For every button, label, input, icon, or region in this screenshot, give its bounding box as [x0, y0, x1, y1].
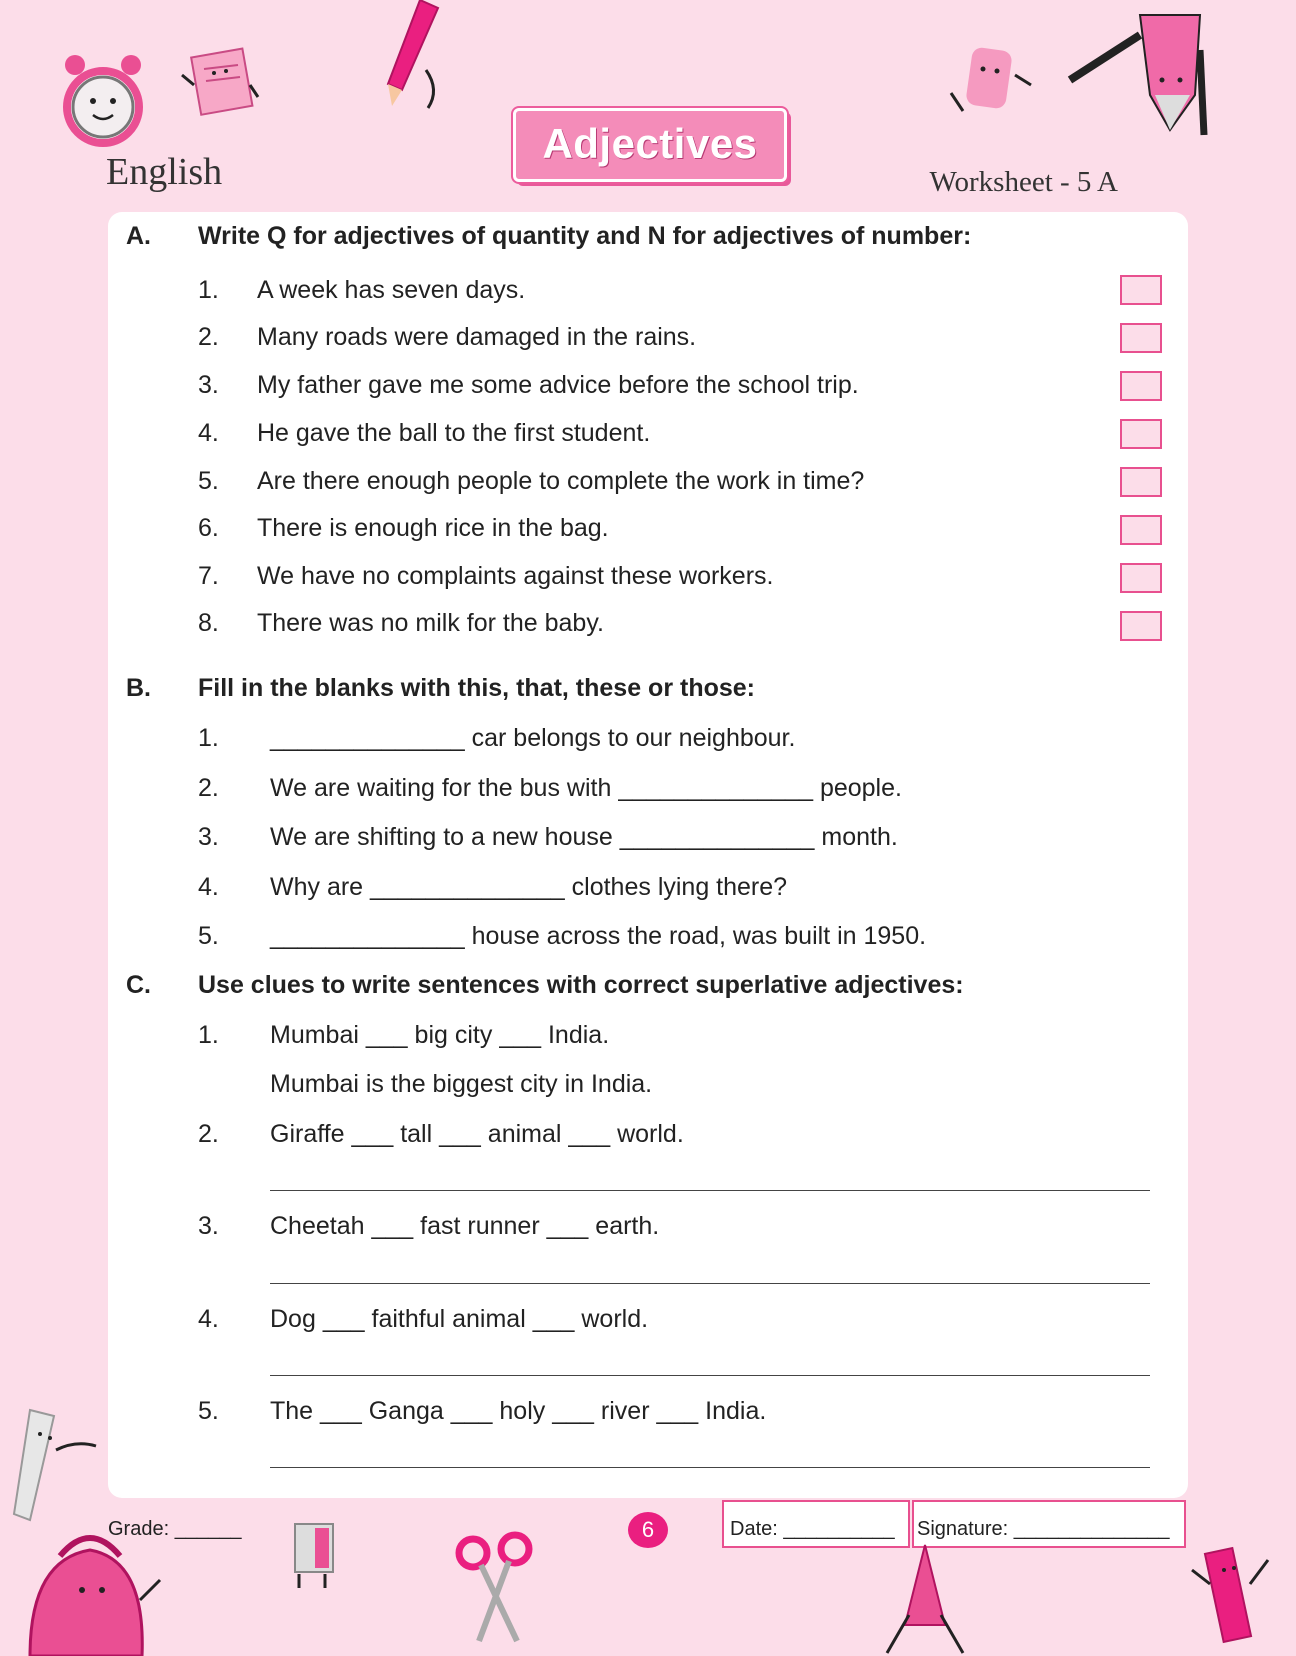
- answer-box[interactable]: [1120, 371, 1162, 401]
- b-item-sentence: [270, 724, 795, 753]
- ruler-icon: [10, 1410, 100, 1530]
- a-item-number: 8.: [198, 609, 219, 637]
- section-a-letter: A.: [126, 222, 151, 250]
- c-example-answer: Mumbai is the biggest city in India.: [270, 1070, 653, 1098]
- c-item-clue: Mumbai ___ big city ___ India.: [270, 1021, 610, 1049]
- subject-label: English: [106, 151, 223, 193]
- b-item-sentence: [270, 774, 902, 803]
- grade-label: Grade:: [108, 1518, 170, 1540]
- answer-box[interactable]: [1120, 419, 1162, 449]
- b-item-sentence: [270, 823, 898, 852]
- c-item-clue: Dog ___ faithful animal ___ world.: [270, 1305, 649, 1333]
- a-item-number: 5.: [198, 467, 219, 495]
- c-item-clue: Cheetah ___ fast runner ___ earth.: [270, 1212, 660, 1240]
- date-blank[interactable]: __________: [783, 1518, 895, 1540]
- c-item-clue: The ___ Ganga ___ holy ___ river ___ India.: [270, 1397, 767, 1425]
- c-item-number: 1.: [198, 1021, 219, 1049]
- a-item-number: 1.: [198, 276, 219, 304]
- b-item-after: month.: [821, 823, 898, 851]
- b-item-sentence: [270, 873, 787, 902]
- sharpener-icon: [285, 1520, 345, 1590]
- a-item-text: There was no milk for the baby.: [257, 609, 604, 637]
- a-item-number: 6.: [198, 514, 219, 542]
- b-item-before: Why are: [270, 873, 364, 901]
- scissors-icon: [455, 1535, 535, 1645]
- fill-blank[interactable]: ______________: [370, 873, 565, 901]
- a-item-text: He gave the ball to the first student.: [257, 419, 651, 447]
- fill-blank[interactable]: ______________: [619, 823, 815, 851]
- section-c-letter: C.: [126, 971, 151, 999]
- section-b-letter: B.: [126, 674, 151, 702]
- backpack-icon: [20, 1520, 150, 1656]
- b-item-sentence: [270, 922, 926, 951]
- answer-box[interactable]: [1120, 323, 1162, 353]
- answer-box[interactable]: [1120, 467, 1162, 497]
- date-label: Date:: [730, 1518, 778, 1540]
- b-item-number: 4.: [198, 873, 219, 901]
- a-item-number: 2.: [198, 323, 219, 351]
- signature-label: Signature:: [917, 1518, 1009, 1540]
- date-field[interactable]: [730, 1518, 895, 1541]
- b-item-after: people.: [819, 774, 902, 802]
- a-item-number: 7.: [198, 562, 219, 590]
- a-item-number: 4.: [198, 419, 219, 447]
- signature-blank[interactable]: ______________: [1013, 1518, 1170, 1540]
- crayon-icon: [1070, 10, 1220, 140]
- b-item-before: We are shifting to a new house: [270, 823, 613, 851]
- pencil-icon: [380, 0, 450, 110]
- a-item-text: A week has seven days.: [257, 276, 526, 304]
- c-item-clue: Giraffe ___ tall ___ animal ___ world.: [270, 1120, 684, 1148]
- answer-line[interactable]: [270, 1375, 1150, 1376]
- eraser-icon: [945, 45, 1035, 125]
- a-item-text: My father gave me some advice before the school trip.: [257, 371, 859, 399]
- c-item-number: 4.: [198, 1305, 219, 1333]
- alarm-clock-icon: [55, 45, 155, 155]
- worksheet-number: Worksheet - 5 A: [929, 166, 1118, 198]
- fill-blank[interactable]: ______________: [618, 774, 813, 802]
- section-a-instruction: Write Q for adjectives of quantity and N for adjectives of number:: [198, 222, 972, 250]
- a-item-text: There is enough rice in the bag.: [257, 514, 609, 542]
- grade-blank[interactable]: ______: [174, 1518, 242, 1540]
- crayon-character-icon: [885, 1545, 965, 1656]
- answer-line[interactable]: [270, 1467, 1150, 1468]
- a-item-number: 3.: [198, 371, 219, 399]
- answer-line[interactable]: [270, 1190, 1150, 1191]
- section-b-instruction: Fill in the blanks with this, that, these or those:: [198, 674, 755, 702]
- c-item-number: 2.: [198, 1120, 219, 1148]
- pencil-character-icon: [1190, 1540, 1270, 1656]
- fill-blank[interactable]: ______________: [270, 922, 465, 950]
- answer-box[interactable]: [1120, 611, 1162, 641]
- answer-box[interactable]: [1120, 563, 1162, 593]
- a-item-text: Are there enough people to complete the work in time?: [257, 467, 865, 495]
- b-item-after: house across the road, was built in 1950.: [471, 922, 927, 950]
- answer-box[interactable]: [1120, 275, 1162, 305]
- notepad-icon: [180, 45, 260, 125]
- page-title: Adjectives: [513, 108, 787, 182]
- b-item-after: car belongs to our neighbour.: [471, 724, 796, 752]
- b-item-number: 5.: [198, 922, 219, 950]
- section-c-instruction: Use clues to write sentences with correct superlative adjectives:: [198, 971, 964, 999]
- page-number: 6: [628, 1512, 668, 1548]
- b-item-number: 2.: [198, 774, 219, 802]
- b-item-before: We are waiting for the bus with: [270, 774, 612, 802]
- b-item-number: 3.: [198, 823, 219, 851]
- fill-blank[interactable]: ______________: [270, 724, 465, 752]
- c-item-number: 5.: [198, 1397, 219, 1425]
- b-item-number: 1.: [198, 724, 219, 752]
- answer-line[interactable]: [270, 1283, 1150, 1284]
- c-item-number: 3.: [198, 1212, 219, 1240]
- b-item-after: clothes lying there?: [571, 873, 788, 901]
- answer-box[interactable]: [1120, 515, 1162, 545]
- a-item-text: Many roads were damaged in the rains.: [257, 323, 697, 351]
- a-item-text: We have no complaints against these workers.: [257, 562, 774, 590]
- signature-field[interactable]: [917, 1518, 1169, 1541]
